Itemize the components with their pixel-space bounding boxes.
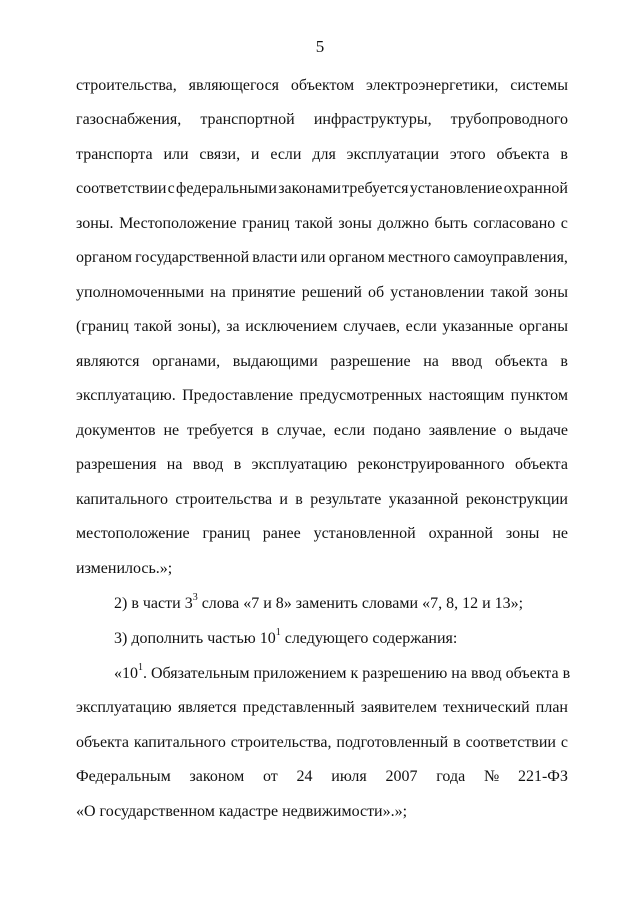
word: с — [560, 215, 568, 232]
word: предусмотренных — [299, 387, 423, 404]
word: 2007 — [385, 768, 418, 785]
word: законом — [189, 768, 245, 785]
word: объекта — [496, 146, 550, 163]
word: на — [210, 284, 226, 301]
text-line — [76, 455, 568, 475]
word: реконструированного — [357, 456, 505, 473]
word: если — [405, 318, 437, 335]
word: представленный — [242, 699, 355, 716]
word: случае, — [276, 422, 327, 439]
word: объекта — [494, 353, 548, 370]
word: строительства, — [76, 77, 177, 94]
word: за — [226, 318, 240, 335]
word: эксплуатацию — [251, 456, 348, 473]
word: план — [535, 699, 568, 716]
word: 221-ФЗ — [517, 768, 568, 785]
word: системы — [510, 77, 568, 94]
word: зоны), — [177, 318, 221, 335]
text-line — [76, 698, 568, 718]
word: указанной — [388, 491, 459, 508]
word: федеральными — [175, 180, 277, 197]
word: связи, — [199, 146, 241, 163]
word: зоны — [338, 215, 372, 232]
word: такой — [134, 318, 173, 335]
word: государственной — [135, 249, 250, 266]
word: в — [295, 491, 303, 508]
word: быть — [434, 215, 468, 232]
word: с — [167, 180, 175, 197]
word: соответствии — [465, 734, 556, 751]
word: указанные — [442, 318, 514, 335]
word: о — [504, 422, 513, 439]
word: органами, — [152, 353, 221, 370]
word: зоны. — [76, 215, 114, 232]
text-segment: «10 — [114, 665, 138, 682]
word: на — [166, 456, 183, 473]
word: от — [263, 768, 278, 785]
word: органом — [328, 249, 385, 266]
text-line — [76, 386, 568, 406]
word: об — [368, 284, 385, 301]
word: зоны — [505, 525, 540, 542]
word: уполномоченными — [76, 284, 205, 301]
text-line: изменилось.»; — [76, 560, 173, 577]
word: исключением — [245, 318, 338, 335]
word: (границ — [76, 318, 129, 335]
word: являются — [76, 353, 140, 370]
word: в — [233, 456, 242, 473]
word: установление — [409, 180, 503, 197]
word: заявителем — [360, 699, 437, 716]
word: трубопроводного — [450, 111, 568, 128]
word: ранее — [262, 525, 301, 542]
word: результате — [310, 491, 382, 508]
word: капитального — [133, 734, 226, 751]
word: на — [423, 353, 439, 370]
word: местоположение — [76, 525, 190, 542]
word: установлении — [390, 284, 485, 301]
word: органом — [76, 249, 133, 266]
text-line — [76, 524, 568, 544]
word: самоуправления, — [453, 249, 568, 266]
word: границ — [242, 215, 290, 232]
word: и — [279, 491, 288, 508]
word: настоящим — [428, 387, 505, 404]
text-line — [76, 214, 568, 234]
word: эксплуатацию — [76, 699, 172, 716]
word: строительства — [175, 491, 273, 508]
word: Предоставление — [182, 387, 294, 404]
word: и — [250, 146, 260, 163]
word: охранной — [428, 525, 493, 542]
word: решений — [301, 284, 362, 301]
word: выдаче — [519, 422, 568, 439]
text-line — [76, 248, 568, 268]
word: № — [483, 768, 500, 785]
word: объекта — [76, 734, 129, 751]
text-segment: слова «7 и 8» заменить словами «7, 8, 12 и 13»; — [197, 595, 524, 612]
word: такой — [490, 284, 529, 301]
word: заявление — [428, 422, 497, 439]
text-line — [76, 767, 568, 787]
word: подано — [372, 422, 421, 439]
word: этого — [449, 146, 486, 163]
text-line — [114, 661, 571, 684]
word: в — [261, 422, 269, 439]
word: Федеральным — [76, 768, 171, 785]
text-line — [114, 626, 568, 649]
word: реконструкции — [465, 491, 568, 508]
word: транспортной — [200, 111, 295, 128]
word: границ — [202, 525, 250, 542]
word: капитального — [76, 491, 168, 508]
superscript: 1 — [138, 661, 143, 673]
word: если — [270, 146, 302, 163]
word: строительства, — [230, 734, 332, 751]
word: эксплуатацию. — [76, 387, 176, 404]
word: установленной — [313, 525, 416, 542]
word: технический — [443, 699, 530, 716]
word: Местоположение — [119, 215, 237, 232]
word: года — [436, 768, 466, 785]
word: являющегося — [188, 77, 280, 94]
text-line — [76, 490, 568, 510]
word: ввод — [192, 456, 224, 473]
word: в — [560, 353, 568, 370]
word: если — [333, 422, 366, 439]
word: объекта — [514, 456, 568, 473]
word: в — [560, 146, 568, 163]
text-line — [76, 76, 568, 96]
text-line — [76, 283, 568, 303]
word: является — [177, 699, 237, 716]
word: выдающими — [232, 353, 318, 370]
word: согласовано — [473, 215, 556, 232]
word: 24 — [296, 768, 313, 785]
word: такой — [295, 215, 333, 232]
superscript: 1 — [275, 626, 281, 638]
word: пунктом — [510, 387, 568, 404]
word: ввод — [451, 353, 483, 370]
word: власти — [252, 249, 298, 266]
word: июля — [331, 768, 367, 785]
word: газоснабжения, — [76, 111, 182, 128]
word: органы — [519, 318, 568, 335]
text-line — [114, 591, 568, 614]
word: транспорта — [76, 146, 153, 163]
word: случаев, — [343, 318, 400, 335]
text-segment: . Обязательным приложением к разрешению на ввод объекта в — [143, 665, 571, 682]
word: принятие — [231, 284, 296, 301]
word: в — [453, 734, 461, 751]
word: документов — [76, 422, 156, 439]
text-segment: следующего содержания: — [280, 630, 458, 647]
word: подготовленный — [336, 734, 449, 751]
word: электроэнергетики, — [365, 77, 499, 94]
text-line — [76, 421, 568, 441]
word: охранной — [503, 180, 568, 197]
word: не — [163, 422, 180, 439]
word: эксплуатации — [346, 146, 439, 163]
word: разрешение — [330, 353, 411, 370]
text-line — [76, 317, 568, 337]
word: зоны — [534, 284, 568, 301]
text-line — [76, 110, 568, 130]
text-segment: 3) дополнить частью 10 — [114, 630, 276, 647]
word: разрешения — [76, 456, 157, 473]
superscript: 3 — [192, 591, 198, 603]
page-number: 5 — [315, 37, 325, 56]
text-line — [76, 179, 568, 199]
word: соответствии — [76, 180, 167, 197]
word: для — [312, 146, 336, 163]
word: инфраструктуры, — [313, 111, 432, 128]
word: требуется — [187, 422, 254, 439]
word: местного — [387, 249, 451, 266]
word: законами — [278, 180, 341, 197]
text-line: «О государственном кадастре недвижимости».»; — [76, 803, 408, 820]
word: или — [163, 146, 189, 163]
word: объектом — [290, 77, 355, 94]
text-segment: 2) в части 3 — [114, 595, 193, 612]
text-line — [76, 352, 568, 372]
word: с — [560, 734, 568, 751]
word: требуется — [342, 180, 409, 197]
word: не — [552, 525, 568, 542]
text-line — [76, 733, 568, 753]
word: должно — [377, 215, 429, 232]
text-line — [76, 145, 568, 165]
word: или — [300, 249, 326, 266]
